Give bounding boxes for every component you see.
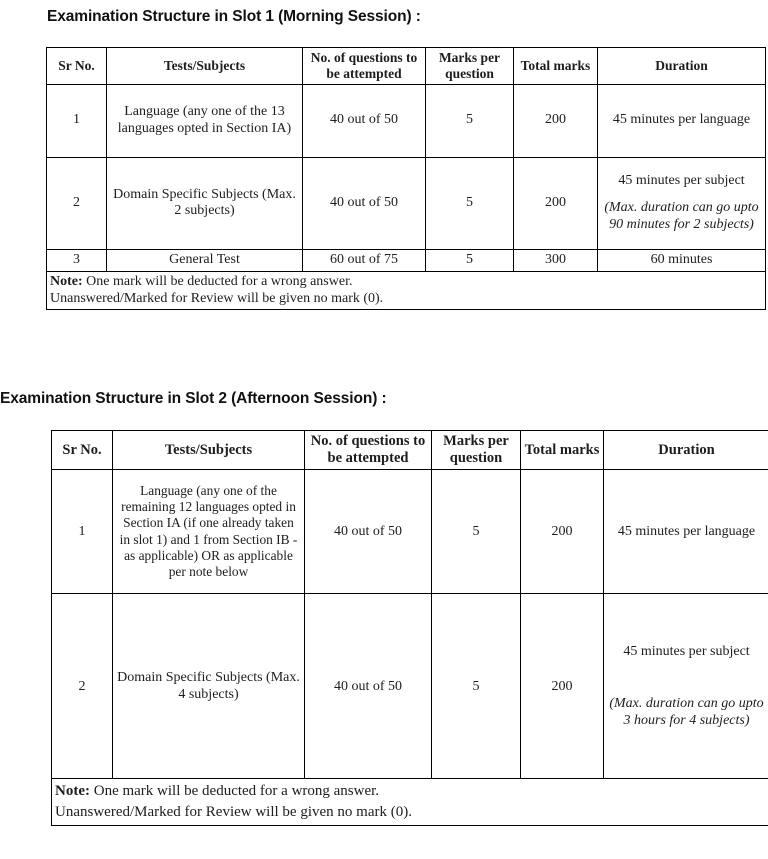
- column-header-total-marks: Total marks: [521, 431, 604, 470]
- cell-marks-per-question: 5: [426, 84, 514, 157]
- cell-marks-per-question: 5: [432, 470, 521, 594]
- note-line-1: [55, 781, 766, 802]
- column-header-tests-subjects: Tests/Subjects: [113, 431, 305, 470]
- slot2-heading: Examination Structure in Slot 2 (Afternoon Session) :: [0, 390, 387, 407]
- cell-duration: [598, 157, 766, 249]
- cell-total-marks: 200: [521, 470, 604, 594]
- cell-questions: 60 out of 75: [303, 249, 426, 271]
- column-header-questions: No. of questions to be attempted: [305, 431, 432, 470]
- cell-duration: [598, 84, 766, 157]
- cell-tests-subjects: Domain Specific Subjects (Max. 2 subjects): [107, 157, 303, 249]
- table-row: [47, 157, 766, 249]
- duration-main: 45 minutes per language: [617, 524, 756, 540]
- table-header-row: [47, 48, 766, 85]
- cell-tests-subjects: General Test: [107, 249, 303, 271]
- cell-tests-subjects: Language (any one of the remaining 12 languages opted in Section IA (if one already taken in slot 1) and 1 from Section IB - as applicable) OR as applicable per note below: [113, 470, 305, 594]
- cell-marks-per-question: 5: [426, 157, 514, 249]
- cell-total-marks: 200: [521, 594, 604, 779]
- duration-main: 60 minutes: [650, 251, 713, 267]
- note-cell: [47, 271, 766, 310]
- duration-main: 45 minutes per subject: [623, 644, 750, 660]
- cell-tests-subjects: Domain Specific Subjects (Max. 4 subjects): [113, 594, 305, 779]
- note-label: Note:: [55, 783, 90, 800]
- cell-questions: 40 out of 50: [305, 470, 432, 594]
- duration-main: 45 minutes per subject: [618, 173, 745, 189]
- table-note-row: [47, 271, 766, 310]
- cell-tests-subjects: Language (any one of the 13 languages opted in Section IA): [107, 84, 303, 157]
- column-header-marks-per-question: Marks per question: [432, 431, 521, 470]
- note-line-2: Unanswered/Marked for Review will be given no mark (0).: [55, 804, 412, 821]
- table-row: [47, 84, 766, 157]
- note-cell: [52, 779, 768, 826]
- cell-sr-no: 2: [52, 594, 113, 779]
- slot2-exam-structure-table: [51, 430, 768, 826]
- cell-marks-per-question: 5: [426, 249, 514, 271]
- cell-sr-no: 1: [52, 470, 113, 594]
- cell-total-marks: 300: [514, 249, 598, 271]
- cell-questions: 40 out of 50: [303, 157, 426, 249]
- note-line-2: Unanswered/Marked for Review will be given no mark (0).: [50, 290, 384, 306]
- column-header-duration: Duration: [598, 48, 766, 85]
- cell-total-marks: 200: [514, 157, 598, 249]
- column-header-questions: No. of questions to be attempted: [303, 48, 426, 85]
- slot1-heading: Examination Structure in Slot 1 (Morning Session) :: [47, 8, 421, 25]
- cell-questions: 40 out of 50: [305, 594, 432, 779]
- cell-duration: [604, 470, 768, 594]
- cell-marks-per-question: 5: [432, 594, 521, 779]
- cell-duration: [598, 249, 766, 271]
- duration-note: (Max. duration can go upto 3 hours for 4 subjects): [609, 695, 764, 728]
- note-text-1: One mark will be deducted for a wrong answer.: [82, 273, 353, 289]
- column-header-sr-no: Sr No.: [52, 431, 113, 470]
- note-text-1: One mark will be deducted for a wrong answer.: [89, 783, 380, 800]
- duration-main: 45 minutes per language: [612, 112, 751, 128]
- cell-duration: [604, 594, 768, 779]
- slot1-exam-structure-table: [46, 47, 766, 310]
- cell-sr-no: 1: [47, 84, 107, 157]
- column-header-duration: Duration: [604, 431, 768, 470]
- table-row: [47, 249, 766, 271]
- table-header-row: [52, 431, 768, 470]
- duration-note: (Max. duration can go upto 90 minutes for 2 subjects): [604, 200, 759, 233]
- table-note-row: [52, 779, 768, 826]
- note-label: Note:: [50, 273, 83, 289]
- column-header-total-marks: Total marks: [514, 48, 598, 85]
- cell-total-marks: 200: [514, 84, 598, 157]
- column-header-marks-per-question: Marks per question: [426, 48, 514, 85]
- column-header-sr-no: Sr No.: [47, 48, 107, 85]
- note-line-1: [50, 274, 762, 291]
- cell-questions: 40 out of 50: [303, 84, 426, 157]
- cell-sr-no: 2: [47, 157, 107, 249]
- table-row: [52, 594, 768, 779]
- table-row: [52, 470, 768, 594]
- column-header-tests-subjects: Tests/Subjects: [107, 48, 303, 85]
- cell-sr-no: 3: [47, 249, 107, 271]
